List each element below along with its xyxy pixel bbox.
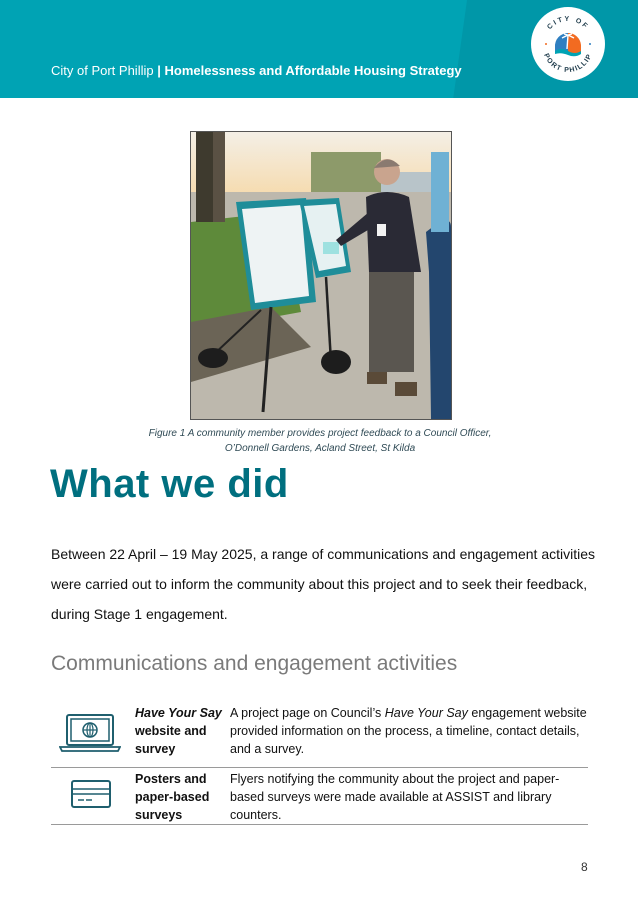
desc-italic: Have Your Say bbox=[384, 706, 468, 720]
caption-line-2: O’Donnell Gardens, Acland Street, St Kilda bbox=[224, 443, 416, 454]
activity-label: Posters and paper-based surveys bbox=[135, 772, 210, 822]
logo-text-top: CITY OF bbox=[546, 15, 590, 32]
activity-description bbox=[230, 704, 590, 758]
activity-row bbox=[51, 703, 588, 768]
svg-text:PORT PHILLIP bbox=[542, 53, 594, 75]
header-doc-title: Homelessness and Affordable Housing Strategy bbox=[164, 63, 462, 78]
header-org: City of Port Phillip bbox=[51, 63, 154, 78]
header-separator: | bbox=[157, 63, 161, 78]
city-of-port-phillip-logo bbox=[531, 7, 605, 81]
logo-emblem-icon bbox=[531, 7, 605, 81]
caption-line-1: Figure 1 A community member provides project feedback to a Council Officer, bbox=[148, 428, 492, 439]
activity-label-italic: Have Your Say bbox=[135, 706, 222, 720]
figure-caption bbox=[100, 426, 540, 456]
activities-subheading: Communications and engagement activities bbox=[51, 652, 458, 675]
logo-text-bottom: PORT PHILLIP bbox=[542, 52, 594, 75]
desc-after: engagement website provided information on the process, a timeline, contact details, and a survey. bbox=[230, 706, 587, 756]
activity-description: Flyers notifying the community about the project and paper-based surveys were made available at ASSIST and library counters. bbox=[230, 772, 560, 822]
header-title bbox=[51, 63, 462, 78]
figure-photo bbox=[190, 131, 452, 420]
page-number: 8 bbox=[581, 860, 588, 874]
section-heading: What we did bbox=[50, 462, 289, 506]
card-icon bbox=[70, 779, 112, 814]
photo-community-engagement bbox=[191, 132, 451, 419]
desc-before: A project page on Council’s bbox=[230, 706, 385, 720]
page-header bbox=[0, 0, 638, 98]
laptop-globe-icon bbox=[59, 713, 121, 758]
activity-label bbox=[135, 704, 235, 758]
activity-label-rest: website and survey bbox=[135, 724, 207, 756]
intro-paragraph: Between 22 April – 19 May 2025, a range of communications and engagement activities were carried out to inform the community about this project and to seek their feedback, during Stage 1 engagement. bbox=[51, 546, 595, 622]
activity-row bbox=[51, 770, 588, 825]
svg-text:CITY OF bbox=[546, 16, 590, 31]
